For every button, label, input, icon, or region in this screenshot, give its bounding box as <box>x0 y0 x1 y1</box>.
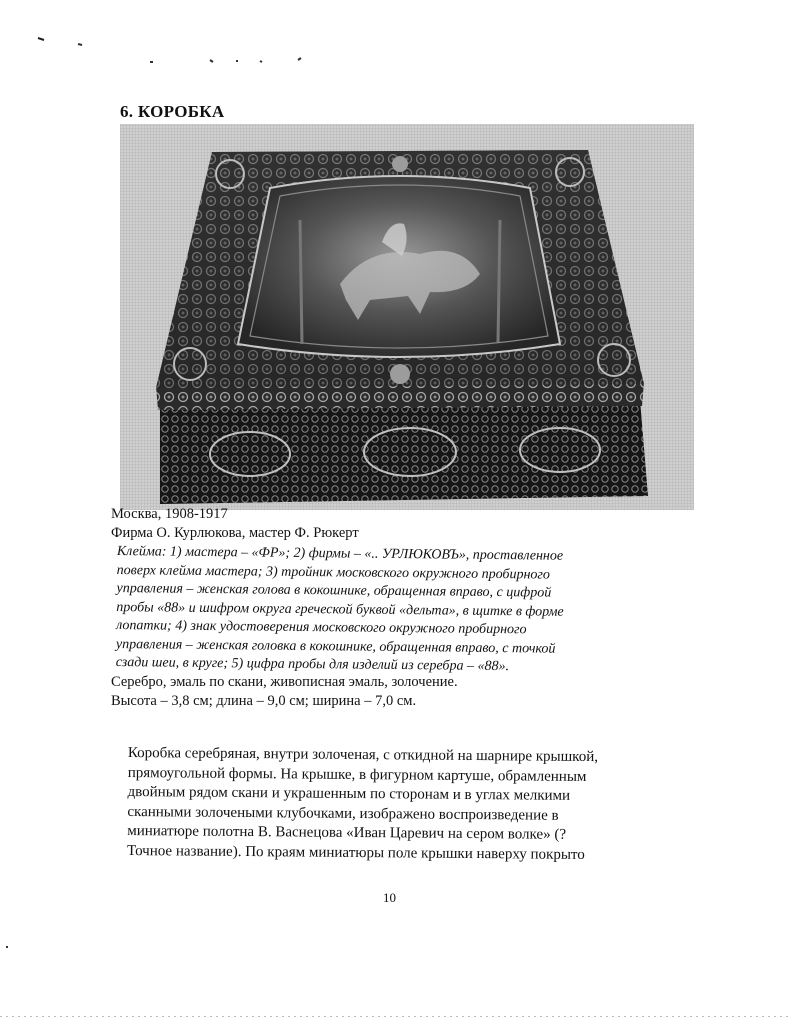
hallmarks-line: поверх клейма мастера; 3) тройник московского окружного пробирного <box>116 562 551 583</box>
maker: Фирма О. Курлюкова, мастер Ф. Рюкерт <box>111 525 359 541</box>
dimensions: Высота – 3,8 см; длина – 9,0 см; ширина – 7,0 см. <box>111 692 417 709</box>
description-line: двойным рядом скани и украшенным по сторонам и в углах мелкими <box>127 783 571 804</box>
hallmarks-line: Клейма: 1) мастера – «ФР»; 2) фирмы – «.. УРЛЮКОВЪ», проставленное <box>116 544 564 564</box>
description-line: Коробка серебряная, внутри золоченая, с откидной на шарнире крышкой, <box>127 744 599 766</box>
description-line: миниатюре полотна В. Васнецова «Иван Царевич на сером волке» (? <box>127 822 567 843</box>
hallmarks-description <box>110 543 681 678</box>
scan-speck <box>6 946 8 948</box>
hallmarks-line: управления – женская головка в кокошнике, обращенная вправо, с точкой <box>115 636 556 657</box>
hallmarks-line: управления – женская голова в кокошнике, обращенная вправо, с цифрой <box>116 581 552 601</box>
description-line: прямоугольной формы. На крышке, в фигурном картуше, обрамленным <box>127 764 587 785</box>
hallmarks-line: сзади шеи, в круге; 5) цифра пробы для изделий из серебра – «88». <box>115 655 510 675</box>
description-paragraph <box>127 744 688 866</box>
description-line: Точное название). По краям миниатюры поле крышки наверху покрыто <box>127 842 585 863</box>
place-date: Москва, 1908-1917 <box>111 506 228 522</box>
description-line: сканными золочеными клубочками, изображено воспроизведение в <box>127 803 559 824</box>
hallmarks-line: лопатки; 4) знак удостоверения московского окружного пробирного <box>116 618 527 638</box>
materials: Серебро, эмаль по скани, живописная эмаль, золочение. <box>111 673 458 690</box>
hallmarks-line: пробы «88» и шифром округа греческой буквой «дельта», в щитке в форме <box>116 599 564 620</box>
box-photograph <box>120 124 694 510</box>
item-metadata <box>111 505 681 711</box>
scan-edge-line <box>0 1016 791 1017</box>
scan-artifacts <box>0 0 791 80</box>
page-number: 10 <box>383 890 396 905</box>
section-heading: 6. КОРОБКА <box>120 102 225 121</box>
